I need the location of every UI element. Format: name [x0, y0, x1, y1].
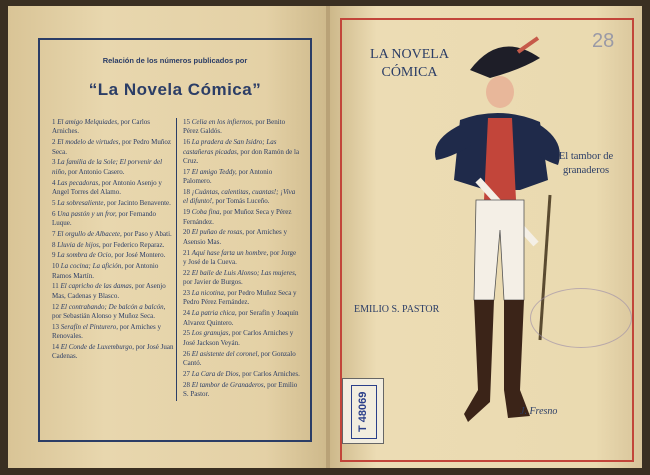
entry-author: por Antonio Palomero. [183, 167, 273, 186]
list-entry [52, 118, 176, 137]
entry-number: 15 [183, 118, 192, 126]
library-sticker [342, 378, 384, 444]
entry-author: por Carlos Arniches y José Jackson Veyán. [183, 329, 294, 347]
entry-number: 25 [183, 329, 192, 338]
sticker-number: T 48069 [351, 385, 377, 439]
entry-title: La sobresaliente, [57, 198, 107, 207]
subtitle-line2: granaderos [562, 165, 610, 176]
entry-title: Coba fina, [191, 208, 224, 217]
entry-number: 17 [183, 167, 192, 176]
entry-title: El Conde de Luxemburgo, [60, 343, 136, 352]
entry-title: La Cara de Dios, [191, 369, 243, 378]
entry-title: Una pastón y un fror, [57, 209, 119, 218]
entry-number: 13 [52, 322, 61, 331]
entry-number: 19 [183, 208, 192, 217]
entry-title: La cocina; La afición, [60, 262, 125, 271]
entry-title: El modelo de virtudes, [57, 138, 122, 147]
entry-title: Celia en los infiernos, [191, 118, 256, 126]
entry-author: por Muñoz Seca y Pérez Fernández. [183, 208, 292, 226]
entry-title: El amigo Melquiades, [57, 118, 121, 126]
list-entry [52, 138, 176, 157]
list-entry [52, 282, 176, 301]
entry-number: 16 [183, 138, 192, 147]
entry-number: 14 [52, 343, 61, 352]
entry-author: por Antonio Ramos Martín. [52, 262, 159, 280]
entry-author: por Emilio S. Pastor. [183, 380, 298, 399]
entry-number: 23 [183, 289, 192, 298]
entry-author: por Carlos Arniches. [52, 118, 150, 136]
entry-author: por Sebastián Alonso y Muñoz Seca. [52, 312, 156, 321]
series-title-line2: CÓMICA [381, 65, 438, 80]
entry-title: Los granujas, [191, 329, 233, 338]
entry-number: 5 [52, 198, 58, 207]
entry-author: por Antonio Asenjo y Angel Torres del Alamo. [52, 178, 162, 197]
entry-title: El baile de Luis Alonso; Las mujeres, [191, 268, 297, 277]
list-entry [52, 251, 176, 260]
entry-title: El amigo Teddy, [191, 167, 239, 176]
entry-author: por Carlos Arniches. [242, 369, 300, 378]
entry-author: por Antonio Casero. [67, 167, 125, 176]
left-page [8, 6, 330, 468]
entry-number: 9 [52, 251, 58, 260]
entry-number: 22 [183, 268, 192, 277]
entry-title: La sombra de Ocio, [57, 251, 115, 260]
entry-title: El contrabando; De balcón a balcón, [60, 302, 166, 311]
entry-title: El puñao de rosas, [191, 228, 246, 237]
list-entry [183, 138, 301, 166]
pencil-number: 28 [592, 30, 615, 52]
series-title-line1: LA NOVELA [370, 47, 449, 62]
entry-number: 21 [183, 248, 192, 257]
entry-author: por Federico Reparaz. [102, 240, 165, 249]
entry-number: 3 [52, 158, 58, 167]
entry-number: 8 [52, 240, 58, 249]
entry-number: 6 [52, 209, 58, 218]
entry-number: 20 [183, 228, 192, 237]
entry-author: por José Juan Cadenas. [52, 343, 174, 361]
entry-author: por Jorge y José de la Cueva. [183, 248, 297, 267]
entry-number: 4 [52, 178, 58, 187]
entry-author: por Javier de Burgos. [183, 278, 243, 287]
entry-author: por Serafín y Joaquín Alvarez Quintero. [183, 309, 299, 327]
entry-author: por Asenjo Mas, Cadenas y Blasco. [52, 282, 166, 300]
entry-title: La patria chica, [191, 309, 239, 318]
entry-author: por Arniches y Renovales. [52, 322, 161, 341]
entry-title: ¡Cuántas, calentitas, cuantas!; ¡Viva el difunto!, [183, 188, 296, 206]
entry-title: Aquí hase farta un hombre, [191, 248, 271, 257]
list-entry [183, 269, 301, 288]
list-entry [52, 343, 176, 362]
entry-title: El tambor de Granaderos, [191, 380, 268, 389]
list-entry [52, 323, 176, 342]
list-entry [183, 370, 301, 379]
entry-title: La pradera de San Isidro; Las castañeras picadas, [183, 138, 277, 156]
list-entry [183, 118, 301, 137]
list-entry [183, 188, 301, 207]
right-boot [504, 300, 530, 418]
entry-number: 2 [52, 138, 58, 147]
entry-number: 26 [183, 349, 192, 358]
list-entry [183, 228, 301, 247]
list-entry [52, 303, 176, 322]
list-heading-title: “La Novela Cómica” [88, 80, 262, 99]
right-page-cover [330, 6, 642, 468]
entry-title: Serafín el Pinturero, [60, 322, 120, 331]
entry-number: 27 [183, 369, 192, 378]
entry-author: por Paso y Abati. [123, 229, 172, 238]
hat-plume [518, 38, 538, 52]
list-entry [183, 329, 301, 348]
list-heading-small: Relación de los números publicados por [102, 56, 248, 65]
cover-subtitle [538, 150, 634, 178]
entry-number: 11 [52, 282, 61, 291]
entry-title: El orgullo de Albacete, [57, 229, 124, 238]
list-entry [52, 210, 176, 229]
entry-number: 18 [183, 188, 192, 197]
entry-author: por Pedro Muñoz Seca y Pedro Pérez Fernández. [183, 289, 297, 307]
list-entry [183, 309, 301, 328]
entry-author: por Jacinto Benavente. [106, 198, 171, 207]
library-stamp [530, 288, 632, 348]
list-entry [52, 241, 176, 250]
entry-title: El asistente del coronel, [191, 349, 261, 358]
list-entry [183, 249, 301, 268]
cover-author: EMILIO S. PASTOR [354, 304, 440, 315]
list-entry [52, 199, 176, 208]
entry-number: 7 [52, 229, 58, 238]
bicorne-hat [470, 46, 540, 78]
list-entry [52, 262, 176, 281]
entry-author: por Tomás Luceño. [215, 197, 270, 206]
list-entry [183, 168, 301, 187]
entry-number: 10 [52, 262, 61, 271]
list-column-right [176, 118, 301, 401]
list-entry [183, 381, 301, 400]
entry-number: 1 [52, 118, 58, 126]
list-entry [52, 230, 176, 239]
list-entry [52, 158, 176, 177]
subtitle-line1: El tambor de [558, 151, 614, 162]
white-trousers [474, 200, 524, 300]
entry-author: por Fernando Luque. [52, 209, 156, 228]
entry-author: por don Ramón de la Cruz. [183, 147, 300, 166]
list-entry [183, 289, 301, 308]
entry-title: Las pecadoras, [57, 178, 102, 187]
entry-author: por Gonzalo Cantó. [183, 349, 296, 368]
entry-title: La nicotina, [191, 289, 228, 298]
entry-title: El capricho de las damas, [60, 282, 136, 291]
entry-title: Lluvia de hijos, [57, 240, 103, 249]
face [486, 76, 514, 108]
drummer-illustration [390, 30, 610, 450]
entry-number: 12 [52, 302, 61, 311]
entry-number: 28 [183, 380, 192, 389]
list-column-left [52, 118, 176, 363]
left-boot [464, 300, 494, 422]
entry-author: por Arniches y Asensio Mas. [183, 228, 287, 246]
list-entry [183, 350, 301, 369]
list-entry [52, 179, 176, 198]
entry-title: La familia de la Sole; El porvenir del niño, [52, 158, 163, 176]
entry-author: por Pedro Muñoz Seca. [52, 138, 171, 156]
entry-author: por Benito Pérez Galdós. [183, 118, 286, 136]
entry-number: 24 [183, 309, 192, 318]
list-entry [183, 208, 301, 227]
artist-signature: J. Fresno [520, 406, 558, 417]
entry-author: por José Montero. [114, 251, 166, 260]
publication-list-frame [38, 38, 312, 442]
